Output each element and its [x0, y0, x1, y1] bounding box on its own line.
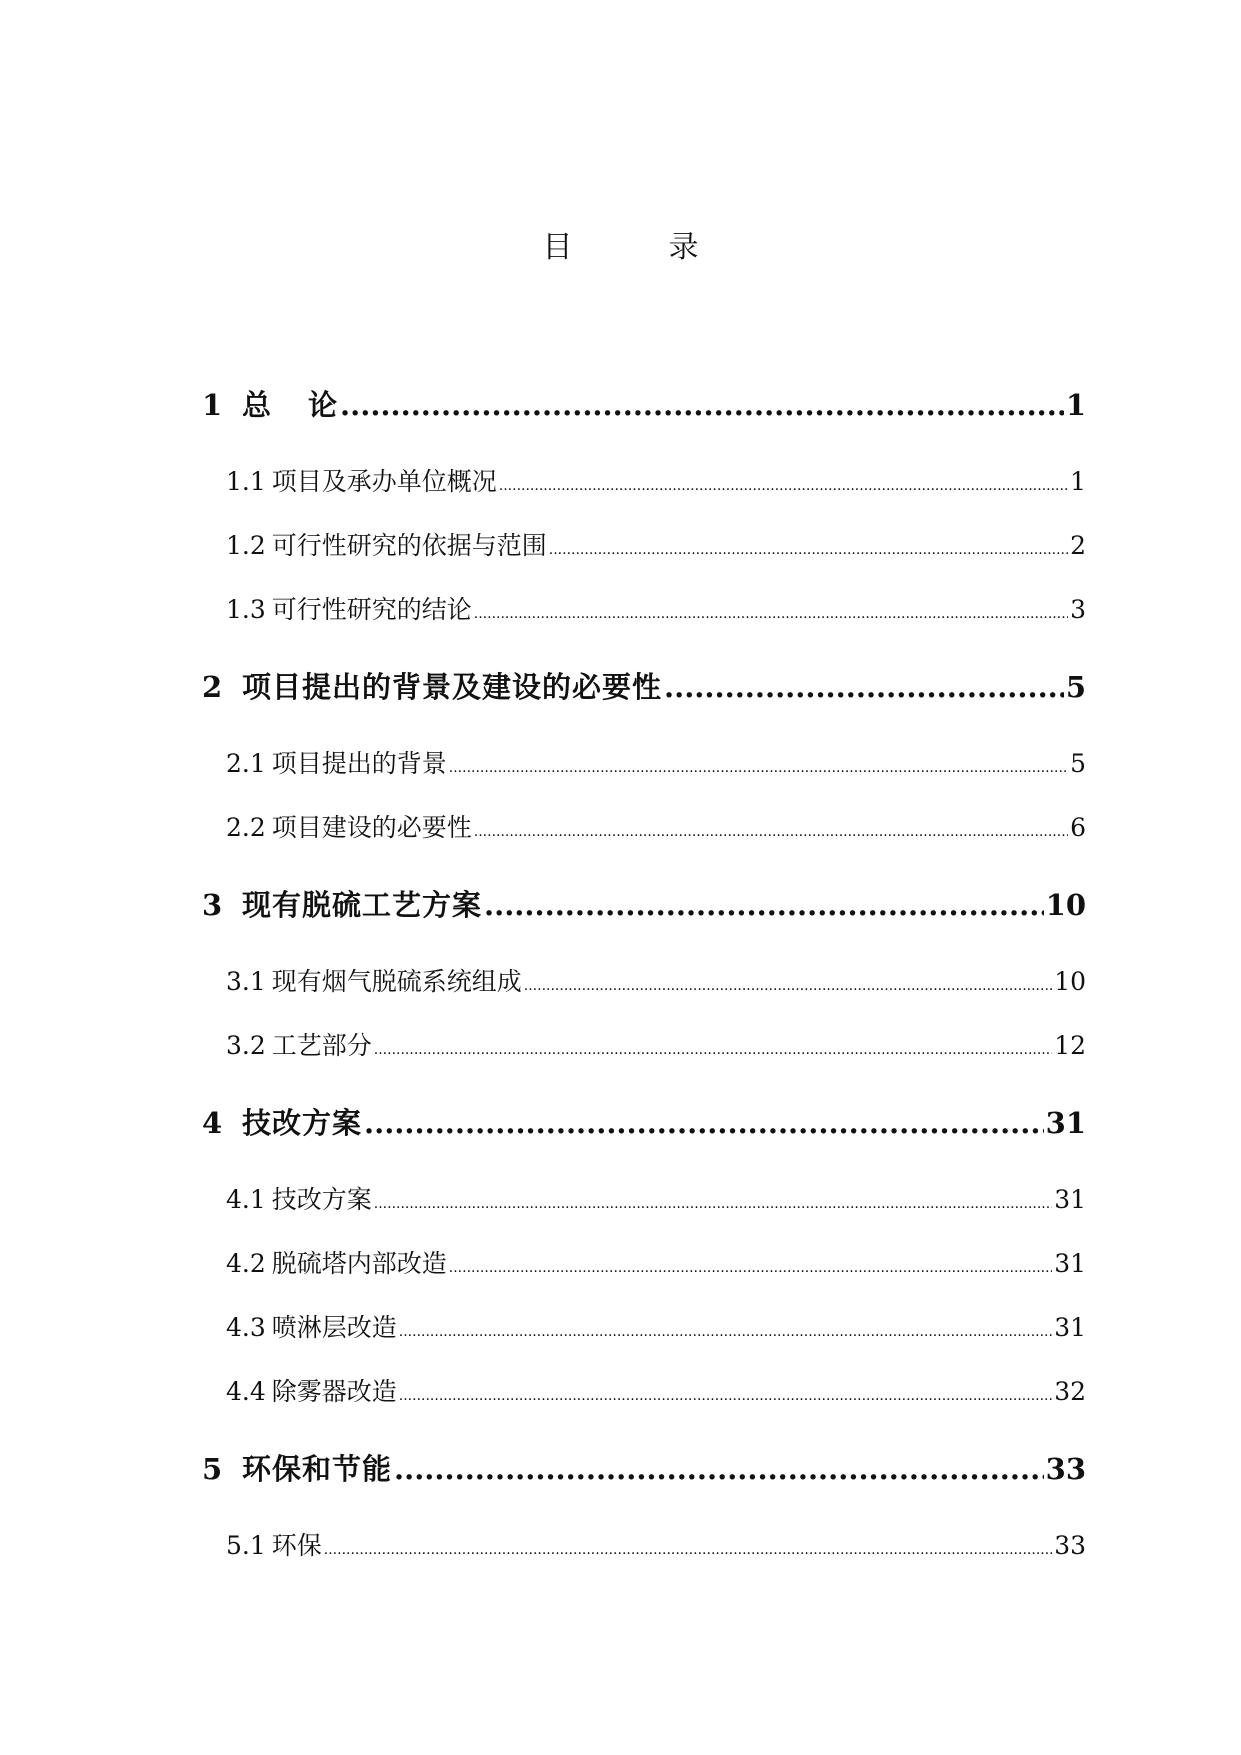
toc-number: 5 — [202, 1452, 223, 1486]
toc-label: 喷淋层改造 — [271, 1313, 397, 1342]
toc-number: 4.3 — [226, 1313, 266, 1342]
toc-page-number: 31 — [1045, 1106, 1086, 1140]
toc-label: 可行性研究的依据与范围 — [271, 531, 547, 560]
toc-chapter-5[interactable] — [202, 1447, 1086, 1488]
toc-label: 项目提出的背景及建设的必要性 — [242, 670, 663, 704]
toc-leader — [364, 1106, 1044, 1140]
toc-chapter-3[interactable] — [202, 883, 1086, 924]
toc-label: 脱硫塔内部改造 — [271, 1249, 447, 1278]
toc-leader — [474, 606, 1068, 622]
toc-leader — [394, 1452, 1044, 1486]
toc-leader — [484, 888, 1044, 922]
toc-label: 现有烟气脱硫系统组成 — [271, 967, 522, 996]
toc-page-number: 31 — [1054, 1249, 1086, 1278]
toc-page-number: 1 — [1070, 467, 1086, 496]
toc-section-2-2[interactable] — [226, 808, 1086, 844]
toc-section-1-1[interactable] — [226, 462, 1086, 498]
toc-page-number: 31 — [1054, 1185, 1086, 1214]
toc-number: 1.3 — [226, 595, 266, 624]
toc-leader — [374, 1042, 1052, 1058]
toc-leader — [449, 1260, 1052, 1276]
toc-leader — [664, 670, 1064, 704]
toc-section-4-1[interactable] — [226, 1180, 1086, 1216]
toc-leader — [374, 1196, 1052, 1212]
toc-page-number: 31 — [1054, 1313, 1086, 1342]
toc-section-5-1[interactable] — [226, 1526, 1086, 1562]
toc-page-number: 5 — [1065, 670, 1086, 704]
toc-number: 2 — [202, 670, 223, 704]
toc-leader — [340, 388, 1064, 422]
toc-leader — [499, 478, 1068, 494]
toc-page-number: 6 — [1070, 813, 1086, 842]
toc-label: 现有脱硫工艺方案 — [242, 888, 483, 922]
toc-label: 技改方案 — [271, 1185, 372, 1214]
toc-leader — [449, 760, 1068, 776]
toc-leader — [549, 542, 1068, 558]
toc-label: 环保 — [271, 1531, 322, 1560]
toc-number: 3.2 — [226, 1031, 266, 1060]
toc-page-number: 2 — [1070, 531, 1086, 560]
toc-number: 3.1 — [226, 967, 266, 996]
toc-label: 可行性研究的结论 — [271, 595, 472, 624]
toc-number: 4 — [202, 1106, 223, 1140]
toc-label: 总 论 — [242, 388, 339, 422]
toc-label: 工艺部分 — [271, 1031, 372, 1060]
toc-section-2-1[interactable] — [226, 744, 1086, 780]
toc-number: 4.1 — [226, 1185, 266, 1214]
toc-page-number: 12 — [1054, 1031, 1086, 1060]
toc-page-number: 3 — [1070, 595, 1086, 624]
title-char-left: 目 — [542, 230, 573, 265]
toc-page-number: 10 — [1054, 967, 1086, 996]
toc-chapter-2[interactable] — [202, 665, 1086, 706]
page-title — [0, 222, 1241, 266]
toc-section-3-2[interactable] — [226, 1026, 1086, 1062]
toc-section-4-2[interactable] — [226, 1244, 1086, 1280]
toc-label: 项目及承办单位概况 — [271, 467, 497, 496]
title-char-right: 录 — [668, 230, 699, 265]
toc-number: 1.1 — [226, 467, 266, 496]
toc-section-4-3[interactable] — [226, 1308, 1086, 1344]
toc-leader — [524, 978, 1052, 994]
toc-leader — [324, 1542, 1052, 1558]
toc-page-number: 5 — [1070, 749, 1086, 778]
toc-page-number: 33 — [1045, 1452, 1086, 1486]
toc-label: 项目建设的必要性 — [271, 813, 472, 842]
toc-section-3-1[interactable] — [226, 962, 1086, 998]
toc-number: 2.2 — [226, 813, 266, 842]
toc-leader — [399, 1388, 1052, 1404]
toc-label: 环保和节能 — [242, 1452, 393, 1486]
toc-leader — [399, 1324, 1052, 1340]
toc-page-number: 33 — [1054, 1531, 1086, 1560]
toc-section-1-2[interactable] — [226, 526, 1086, 562]
toc-number: 5.1 — [226, 1531, 266, 1560]
toc-page-number: 1 — [1065, 388, 1086, 422]
toc-number: 4.2 — [226, 1249, 266, 1278]
toc-chapter-1[interactable] — [202, 383, 1086, 424]
toc-page-number: 10 — [1045, 888, 1086, 922]
toc-chapter-4[interactable] — [202, 1101, 1086, 1142]
toc-section-1-3[interactable] — [226, 590, 1086, 626]
toc-number: 1.2 — [226, 531, 266, 560]
toc-number: 3 — [202, 888, 223, 922]
toc-number: 1 — [202, 388, 223, 422]
toc-page-number: 32 — [1054, 1377, 1086, 1406]
toc-label: 除雾器改造 — [271, 1377, 397, 1406]
toc-number: 4.4 — [226, 1377, 266, 1406]
toc-label: 项目提出的背景 — [271, 749, 447, 778]
toc-number: 2.1 — [226, 749, 266, 778]
toc-leader — [474, 824, 1068, 840]
toc-label: 技改方案 — [242, 1106, 363, 1140]
toc-section-4-4[interactable] — [226, 1372, 1086, 1408]
